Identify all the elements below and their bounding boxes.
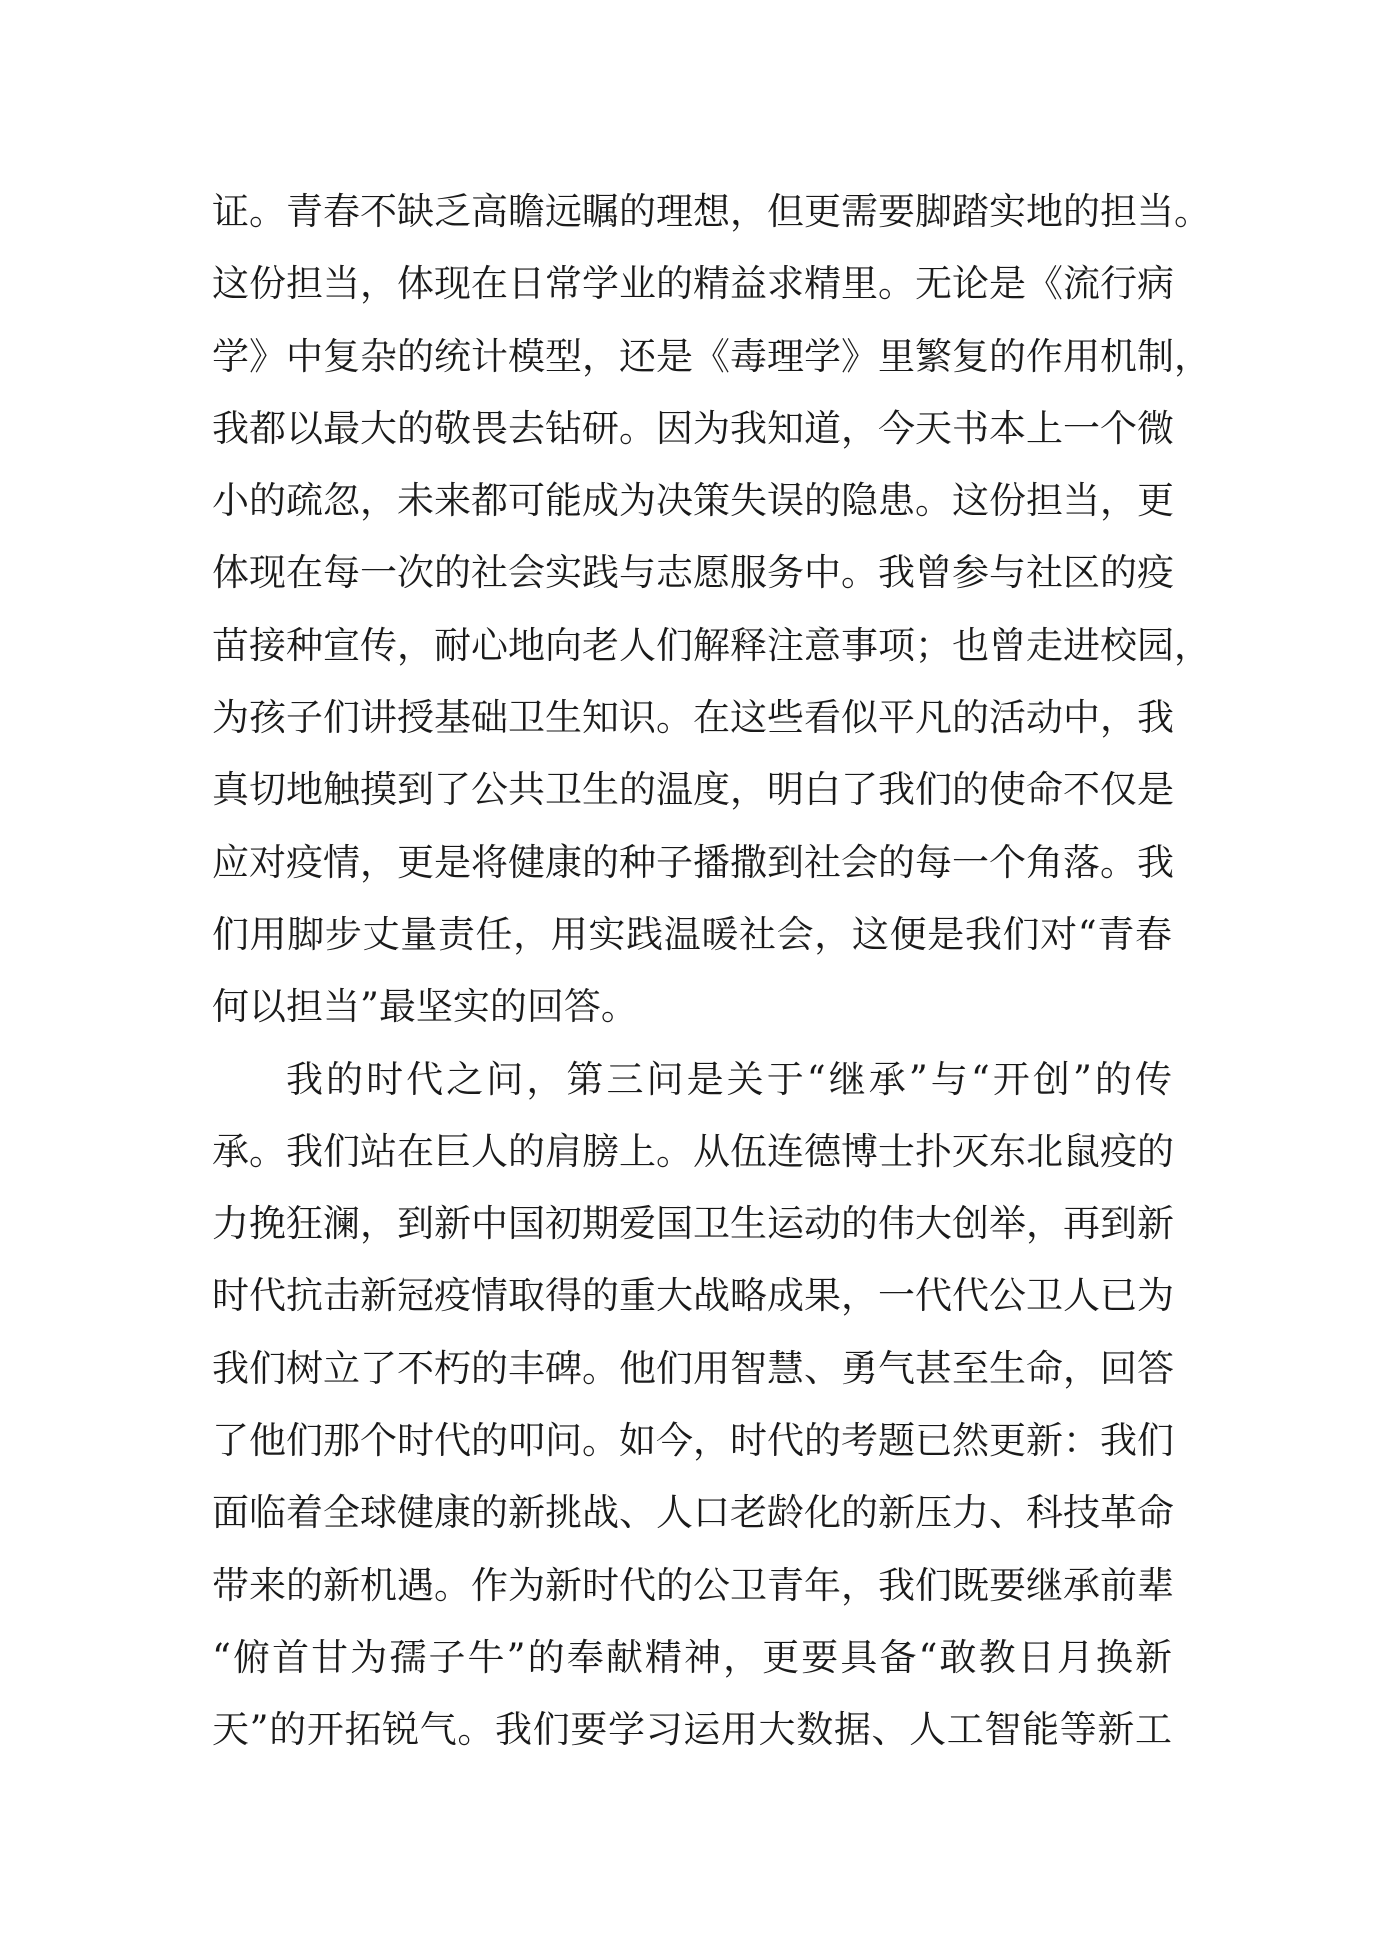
text-line: 这份担当，体现在日常学业的精益求精里。无论是《流行病 [212,262,1174,306]
text-line: 带来的新机遇。作为新时代的公卫青年，我们既要继承前辈 [212,1563,1174,1607]
text-line: 我们树立了不朽的丰碑。他们用智慧、勇气甚至生命，回答 [212,1346,1174,1390]
paragraph-third-question [212,1044,1172,1767]
text-line: 我的时代之问，第三问是关于“继承”与“开创”的传 [286,1057,1172,1101]
body-text [212,176,1211,1767]
text-line: 面临着全球健康的新挑战、人口老龄化的新压力、科技革命 [212,1491,1174,1535]
text-line: 了他们那个时代的叩问。如今，时代的考题已然更新：我们 [212,1419,1174,1463]
text-line: 天”的开拓锐气。我们要学习运用大数据、人工智能等新工 [212,1708,1172,1752]
text-line: 承。我们站在巨人的肩膀上。从伍连德博士扑灭东北鼠疫的 [212,1129,1174,1173]
text-line: 为孩子们讲授基础卫生知识。在这些看似平凡的活动中，我 [212,696,1174,740]
text-line: 证。青春不缺乏高瞻远瞩的理想，但更需要脚踏实地的担当。 [212,190,1211,233]
text-line: 应对疫情，更是将健康的种子播撒到社会的每一个角落。我 [212,840,1174,884]
text-line: 们用脚步丈量责任，用实践温暖社会，这便是我们对“青春 [212,912,1172,956]
text-line: 真切地触摸到了公共卫生的温度，明白了我们的使命不仅是 [212,768,1174,812]
text-line: 体现在每一次的社会实践与志愿服务中。我曾参与社区的疫 [212,551,1174,595]
text-line: 力挽狂澜，到新中国初期爱国卫生运动的伟大创举，再到新 [212,1202,1174,1246]
text-line: 时代抗击新冠疫情取得的重大战略成果，一代代公卫人已为 [212,1274,1174,1318]
text-line: 小的疏忽，未来都可能成为决策失误的隐患。这份担当，更 [212,479,1174,523]
text-line: “俯首甘为孺子牛”的奉献精神，更要具备“敢教日月换新 [212,1635,1172,1679]
text-line: 我都以最大的敬畏去钻研。因为我知道，今天书本上一个微 [212,406,1174,450]
text-line: 何以担当”最坚实的回答。 [212,985,638,1029]
paragraph-continued [212,176,1211,1044]
text-line: 学》中复杂的统计模型，还是《毒理学》里繁复的作用机制， [212,334,1211,378]
text-line: 苗接种宣传，耐心地向老人们解释注意事项；也曾走进校园， [212,623,1211,667]
